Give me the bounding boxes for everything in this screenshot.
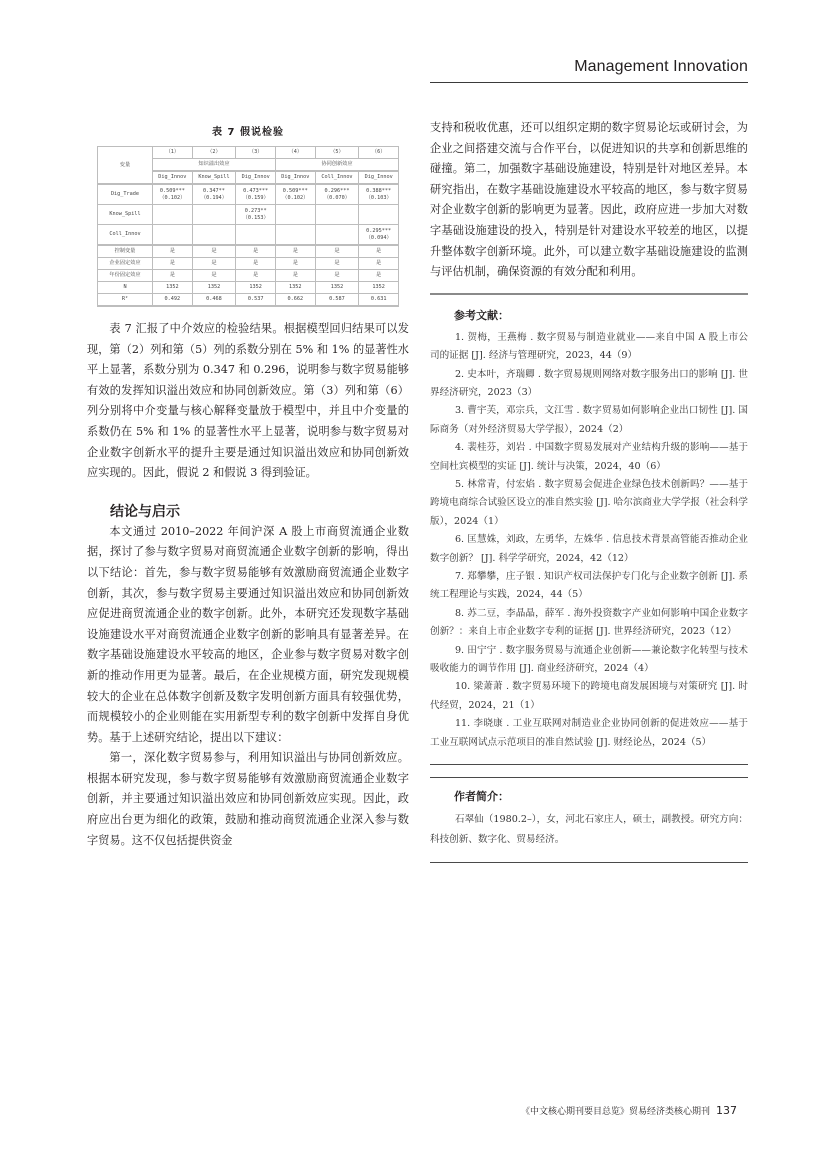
table-cell: 1352 [359, 282, 399, 294]
table-cell: 是 [236, 245, 276, 258]
table-cell: 是 [192, 270, 236, 282]
column-number: （1） [153, 147, 193, 159]
corner-label: 变量 [98, 147, 153, 185]
table-row [98, 245, 399, 258]
table-cell: 0.468 [192, 294, 236, 307]
dependent-var: Dig_Innov [359, 171, 399, 184]
reference-item: 6. 匡慧姝，刘政，左勇华，左姝华 . 信息技术背景高管能否推动企业数字创新？ [J]. 科学学研究，2024，42（12） [430, 534, 748, 564]
coefficient-cell [153, 225, 193, 246]
coefficient-cell [153, 205, 193, 225]
reference-item: 11. 李晓康 . 工业互联网对制造业企业协同创新的促进效应——基于工业互联网试点示范项目的准自然试验 [J]. 财经论丛，2024（5） [430, 718, 748, 748]
coefficient-cell [192, 184, 236, 205]
standard-error: （0.102） [159, 194, 186, 201]
group-label-collaborative-innovation: 协同创新效应 [275, 159, 398, 172]
group-label-knowledge-spillover: 知识溢出效应 [153, 159, 276, 172]
author-heading: 作者简介： [454, 790, 509, 804]
dependent-var: Know_Spill [192, 171, 236, 184]
paragraph-suggestion-one: 第一，深化数字贸易参与，利用知识溢出与协同创新效应。根据本研究发现，参与数字贸易能够有效激励商贸流通企业数字创新，并主要通过知识溢出效应和协同创新效应实现。因此，政府应出台更为细化的政策，鼓励和推动商贸流通企业深入参与数字贸易。这不仅包括提供资金 [87, 751, 409, 847]
row-label: 控制变量 [98, 245, 153, 258]
table-cell: 1352 [275, 282, 315, 294]
table-cell: 0.662 [275, 294, 315, 307]
journal-title: Management Innovation [574, 58, 748, 75]
standard-error: （0.070） [323, 194, 350, 201]
coefficient-cell [315, 184, 359, 205]
reference-item: 1. 贺梅，王燕梅 . 数字贸易与制造业就业——来自中国 A 股上市公司的证据 [J]. 经济与管理研究，2023，44（9） [430, 331, 748, 362]
table-cell: 是 [236, 258, 276, 270]
coefficient-cell [153, 184, 193, 205]
table-row [98, 225, 399, 246]
table-cell: 是 [359, 270, 399, 282]
coefficient: 0.273** [244, 208, 267, 214]
table-cell: 是 [192, 258, 236, 270]
section-heading-conclusion: 结论与启示 [110, 503, 180, 520]
coefficient: 0.347** [203, 188, 225, 194]
table-cell: 是 [153, 258, 193, 270]
coefficient-cell [275, 225, 315, 246]
coefficient-cell [236, 184, 276, 205]
coefficient-cell [315, 205, 359, 225]
coefficient-cell [359, 205, 399, 225]
column-number: （6） [359, 147, 399, 159]
table-cell: 是 [192, 245, 236, 258]
standard-error: （0.159） [242, 194, 269, 201]
coefficient-cell [275, 205, 315, 225]
dependent-var: Dig_Innov [236, 171, 276, 184]
row-label: 年份固定效应 [98, 270, 153, 282]
standard-error: （0.103） [365, 194, 392, 201]
table-cell: 是 [315, 245, 359, 258]
standard-error: （0.194） [200, 194, 227, 201]
reference-item: 10. 梁萧萧 . 数字贸易环境下的跨境电商发展困境与对策研究 [J]. 时代经贸，2024，21（1） [430, 681, 748, 711]
dependent-var: Dig_Innov [153, 171, 193, 184]
paragraph-mediation-results: 表 7 汇报了中介效应的检验结果。根据模型回归结果可以发现，第（2）列和第（5）列的系数分别在 5% 和 1% 的显著性水平上显著，系数分别为 0.347 和 0.296，说明参与数字贸易能够有效的发挥知识溢出效应和协同创新效应。第（3）列和第（6）列分别将中介变量与核心解释变量放于模型中，并且中介变量的系数仍在 5% 和 1% 的显著性水平上显著，说明参与数字贸易对企业数字创新水平的提升主要是通过知识溢出效应和协同创新效应实现的。因此，假说 2 和假说 3 得到验证。 [87, 322, 409, 480]
reference-item: 8. 苏二豆，李晶晶，薛军 . 海外投资数字产业如何影响中国企业数字创新？：来自上市企业数字专利的证据 [J]. 世界经济研究，2023（12） [430, 607, 748, 638]
table-cell: 是 [275, 270, 315, 282]
paragraph-conclusion: 本文通过 2010–2022 年间沪深 A 股上市商贸流通企业数据，探讨了参与数字贸易对商贸流通企业数字创新的影响，得出以下结论：首先，参与数字贸易能够有效激励商贸流通企业数字创新，其次，参与数字贸易主要通过知识溢出效应和协同创新效应促进商贸流通企业的数字创新。此外，本研究还发现数字基础设施建设水平对商贸流通企业数字创新的影响具有显著差异。在数字基础设施建设水平较高的地区，企业参与数字贸易对数字创新的推动作用更为显著。最后，在企业规模方面，研究发现规模较大的企业在总体数字创新及数字发明创新方面具有较强优势，而规模较小的企业则能在实用新型专利的数字创新中发挥自身优势。基于上述研究结论，提出以下建议： [87, 524, 409, 744]
divider [430, 777, 748, 778]
divider [430, 862, 748, 863]
table-cell: 0.631 [359, 294, 399, 307]
coefficient-cell [192, 225, 236, 246]
table-cell: 0.537 [236, 294, 276, 307]
standard-error: （0.094） [365, 234, 392, 241]
table-cell: 是 [153, 245, 193, 258]
standard-error: （0.102） [282, 194, 309, 201]
right-column [430, 118, 748, 863]
coefficient-cell [236, 225, 276, 246]
coefficient-cell [192, 205, 236, 225]
standard-error: （0.153） [242, 214, 269, 221]
row-variable-name: Coll_Innov [98, 225, 153, 246]
row-label: N [98, 282, 153, 294]
coefficient: 0.296*** [324, 188, 350, 194]
references-heading: 参考文献： [454, 308, 509, 322]
dependent-var: Coll_Innov [315, 171, 359, 184]
coefficient-cell [359, 184, 399, 205]
table-cell: 1352 [236, 282, 276, 294]
coefficient: 0.473*** [243, 188, 269, 194]
reference-item: 3. 曹宇芙，邓宗兵，文江雪 . 数字贸易如何影响企业出口韧性 [J]. 国际商务（对外经济贸易大学学报），2024（2） [430, 405, 748, 435]
table-cell: 是 [315, 270, 359, 282]
row-label: 企业固定效应 [98, 258, 153, 270]
table-cell: 是 [359, 258, 399, 270]
column-number: （4） [275, 147, 315, 159]
page-number: 137 [716, 1104, 737, 1117]
table-cell: 0.492 [153, 294, 193, 307]
row-variable-name: Dig_Trade [98, 184, 153, 205]
reference-item: 4. 裴桂芬，刘岩 . 中国数字贸易发展对产业结构升级的影响——基于空间杜宾模型的实证 [J]. 统计与决策，2024，40（6） [430, 442, 748, 472]
table-cell: 是 [275, 258, 315, 270]
divider [430, 764, 748, 765]
table-row [98, 258, 399, 270]
references-list [430, 329, 748, 752]
coefficient-cell [275, 184, 315, 205]
table-cell: 是 [359, 245, 399, 258]
coefficient: 0.388*** [366, 188, 392, 194]
coefficient: 0.295*** [366, 228, 392, 234]
coefficient: 0.509*** [159, 188, 185, 194]
table-row [98, 184, 399, 205]
author-bio: 石翠仙（1980.2–），女，河北石家庄人，硕士，副教授。研究方向：科技创新、数字化、贸易经济。 [430, 814, 748, 846]
coefficient-cell [236, 205, 276, 225]
column-number: （5） [315, 147, 359, 159]
coefficient-cell [315, 225, 359, 246]
reference-item: 2. 史本叶，齐瑞卿 . 数字贸易规则网络对数字服务出口的影响 [J]. 世界经济研究，2023（3） [430, 368, 748, 398]
divider [430, 293, 748, 295]
left-column [87, 118, 409, 851]
footer-journal-note: 《中文核心期刊要目总览》贸易经济类核心期刊 [520, 1107, 710, 1117]
table-cell: 1352 [153, 282, 193, 294]
table-cell: 1352 [315, 282, 359, 294]
table-row [98, 294, 399, 307]
reference-item: 7. 郑攀攀，庄子银 . 知识产权司法保护专门化与企业数字创新 [J]. 系统工程理论与实践，2024，44（5） [430, 571, 748, 601]
column-number: （2） [192, 147, 236, 159]
table-cell: 1352 [192, 282, 236, 294]
table-caption: 表 7 假说检验 [212, 127, 284, 138]
column-number: （3） [236, 147, 276, 159]
reference-item: 9. 田宁宁 . 数字服务贸易与流通企业创新——兼论数字化转型与技术吸收能力的调节作用 [J]. 商业经济研究，2024（4） [430, 644, 748, 675]
table-row [98, 270, 399, 282]
row-label: R² [98, 294, 153, 307]
table-cell: 是 [153, 270, 193, 282]
paragraph-suggestion-continued: 支持和税收优惠，还可以组织定期的数字贸易论坛或研讨会，为企业之间搭建交流与合作平台，以促进知识的共享和创新思维的碰撞。第二，加强数字基础设施建设，特别是针对地区差异。本研究指出，在数字基础设施建设水平较高的地区，参与数字贸易对企业数字创新的影响更为显著。因此，政府应进一步加大对数字基础设施建设的投入，特别是针对建设水平较差的地区，以提升整体数字创新环境。此外，可以建立数字基础设施建设的监测与评估机制，确保资源的有效分配和利用。 [430, 121, 748, 279]
table-cell: 是 [236, 270, 276, 282]
coefficient: 0.509*** [282, 188, 308, 194]
table-row [98, 205, 399, 225]
table-cell: 是 [315, 258, 359, 270]
hypothesis-test-table [97, 146, 399, 307]
reference-item: 5. 林常青，付宏焰 . 数字贸易会促进企业绿色技术创新吗？——基于跨境电商综合试验区设立的准自然实验 [J]. 哈尔滨商业大学学报（社会科学版），2024（1） [430, 479, 748, 527]
page-footer [521, 1104, 737, 1117]
table-cell: 0.587 [315, 294, 359, 307]
row-variable-name: Know_Spill [98, 205, 153, 225]
running-header [430, 58, 748, 83]
coefficient-cell [359, 225, 399, 246]
dependent-var: Dig_Innov [275, 171, 315, 184]
table-cell: 是 [275, 245, 315, 258]
table-row [98, 282, 399, 294]
